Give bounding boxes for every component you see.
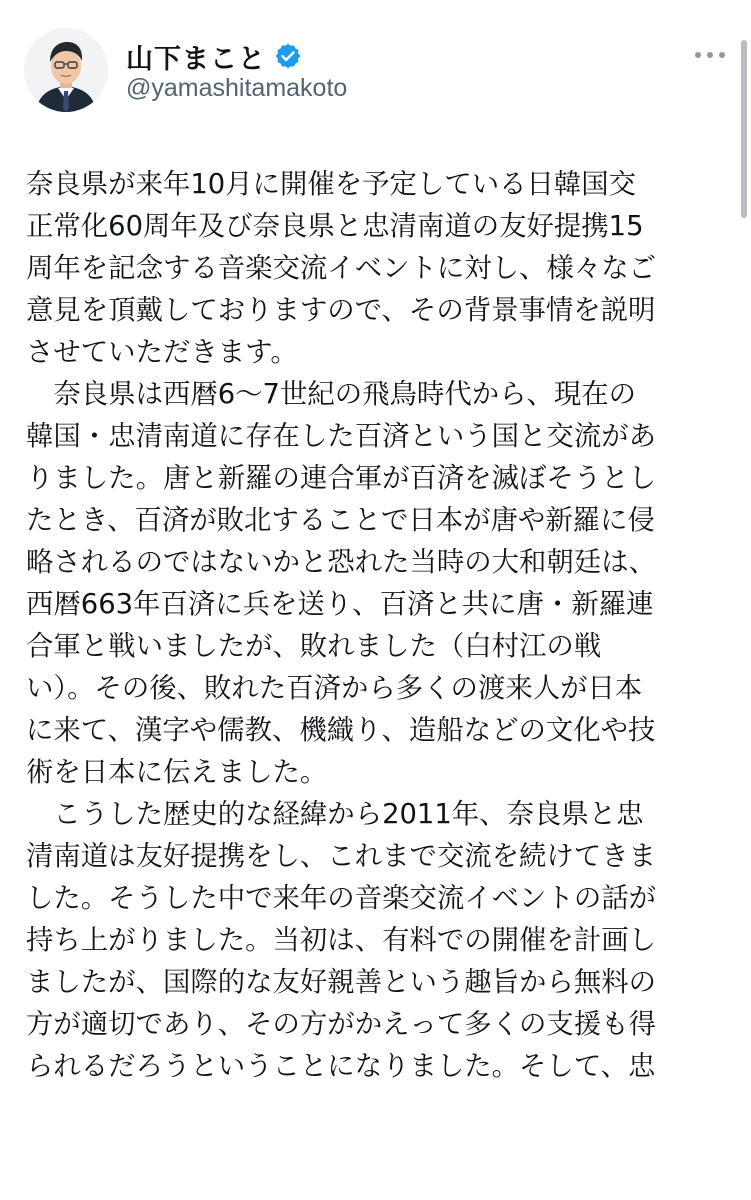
verified-badge-icon[interactable] — [274, 42, 302, 70]
more-dot — [707, 52, 713, 58]
tweet-line: させていただきます。 — [26, 337, 298, 368]
avatar[interactable] — [24, 28, 108, 112]
tweet-line: 正常化60周年及び奈良県と忠清南道の友好提携15 — [26, 211, 644, 242]
more-dot — [719, 52, 725, 58]
tweet-line: い）。その後、敗れた百済から多くの渡来人が日本 — [26, 673, 643, 704]
tweet-line: 奈良県は西暦6〜7世紀の飛鳥時代から、現在の — [26, 379, 637, 410]
tweet-line: 周年を記念する音楽交流イベントに対し、様々なご — [26, 253, 656, 284]
tweet-line: 略されるのではないかと恐れた当時の大和朝廷は、 — [26, 547, 656, 578]
tweet-line: ましたが、国際的な友好親善という趣旨から無料の — [26, 967, 656, 998]
tweet-line: りました。唐と新羅の連合軍が百済を滅ぼそうとし — [26, 463, 656, 494]
author-display-name[interactable]: 山下まこと — [126, 43, 266, 75]
tweet-text — [26, 164, 728, 1088]
tweet-line: 韓国・忠清南道に存在した百済という国と交流があ — [26, 421, 656, 452]
more-dot — [695, 52, 701, 58]
author-handle[interactable]: @yamashitamakoto — [126, 74, 348, 102]
tweet-line: 奈良県が来年10月に開催を予定している日韓国交 — [26, 169, 637, 200]
tweet-line: たとき、百済が敗北することで日本が唐や新羅に侵 — [26, 505, 655, 536]
author-name-row — [126, 38, 302, 74]
tweet-line: られるだろうということになりました。そして、忠 — [26, 1051, 656, 1082]
tweet-line: こうした歴史的な経緯から2011年、奈良県と忠 — [26, 799, 644, 830]
tweet-line: 清南道は友好提携をし、これまで交流を続けてきま — [26, 841, 656, 872]
tweet-line: 合軍と戦いましたが、敗れました（白村江の戦 — [26, 631, 602, 662]
scrollbar[interactable] — [741, 40, 747, 218]
tweet-line: 持ち上がりました。当初は、有料での開催を計画し — [26, 925, 656, 956]
tweet-line: した。そうした中で来年の音楽交流イベントの話が — [26, 883, 656, 914]
tweet-line: 方が適切であり、その方がかえって多くの支援も得 — [26, 1009, 656, 1040]
more-options-icon[interactable] — [695, 40, 725, 70]
tweet-line: 意見を頂戴しておりますので、その背景事情を説明 — [26, 295, 656, 326]
tweet-line: に来て、漢字や儒教、機織り、造船などの文化や技 — [26, 715, 656, 746]
tweet-line: 西暦663年百済に兵を送り、百済と共に唐・新羅連 — [26, 589, 654, 620]
tweet-header — [0, 0, 751, 130]
avatar-photo — [24, 28, 108, 112]
tweet-line: 術を日本に伝えました。 — [26, 757, 328, 788]
